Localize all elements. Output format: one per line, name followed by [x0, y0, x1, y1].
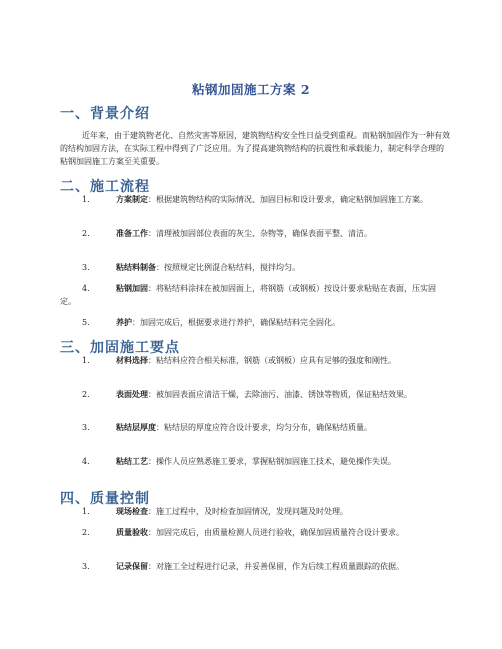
section-heading-process: 二、施工流程: [60, 179, 150, 195]
document-title: 粘钢加固施工方案 2: [191, 82, 311, 97]
key-point-item: 4. 粘结工艺：操作人员应熟悉施工要求，掌握粘钢加固施工技术，避免操作失误。: [82, 456, 396, 466]
section-heading-quality-control: 四、质量控制: [60, 491, 150, 507]
process-item: 1. 方案制定：根据建筑物结构的实际情况、加固目标和设计要求，确定粘钢加固施工方案。: [82, 194, 428, 204]
quality-item: 1. 现场检查：施工过程中，及时检查加固情况，发现问题及时处理。: [82, 506, 348, 516]
process-item: 3. 粘结料制备：按照规定比例混合粘结料，搅拌均匀。: [82, 262, 300, 272]
key-point-item: 2. 表面处理：被加固表面应清洁干燥，去除油污、油漆、锈蚀等物质，保证粘结效果。: [82, 389, 412, 399]
background-paragraph: 近年来，由于建筑物老化、自然灾害等原因，建筑物结构安全性日益受到重视。而粘钢加固作为一种有效的结构加固方法，在实际工程中得到了广泛应用。为了提高建筑物结构的抗震性和承载能力，制定科学合理的粘钢加固施工方案至关重要。: [60, 131, 450, 166]
process-item: 5. 养护：加固完成后，根据要求进行养护，确保粘结料完全固化。: [82, 317, 340, 327]
section-heading-background: 一、背景介绍: [60, 106, 150, 122]
key-point-item: 3. 粘结层厚度：粘结层的厚度应符合设计要求，均匀分布，确保粘结质量。: [82, 422, 372, 432]
section-heading-key-points: 三、加固施工要点: [60, 340, 180, 356]
quality-item: 3. 记录保留：对施工全过程进行记录，并妥善保留，作为后续工程质量跟踪的依据。: [82, 561, 404, 571]
quality-item: 2. 质量验收：加固完成后，由质量检测人员进行验收，确保加固质量符合设计要求。: [82, 527, 404, 537]
process-item: 2. 准备工作：清理被加固部位表面的灰尘、杂物等，确保表面平整、清洁。: [82, 228, 372, 238]
process-item: 4. 粘钢加固：将粘结料涂抹在被加固面上，将钢筋（或钢板）按设计要求粘贴在表面，压实固定。: [60, 283, 436, 306]
key-point-item: 1. 材料选择：粘结料应符合相关标准，钢筋（或钢板）应具有足够的强度和刚性。: [82, 355, 396, 365]
